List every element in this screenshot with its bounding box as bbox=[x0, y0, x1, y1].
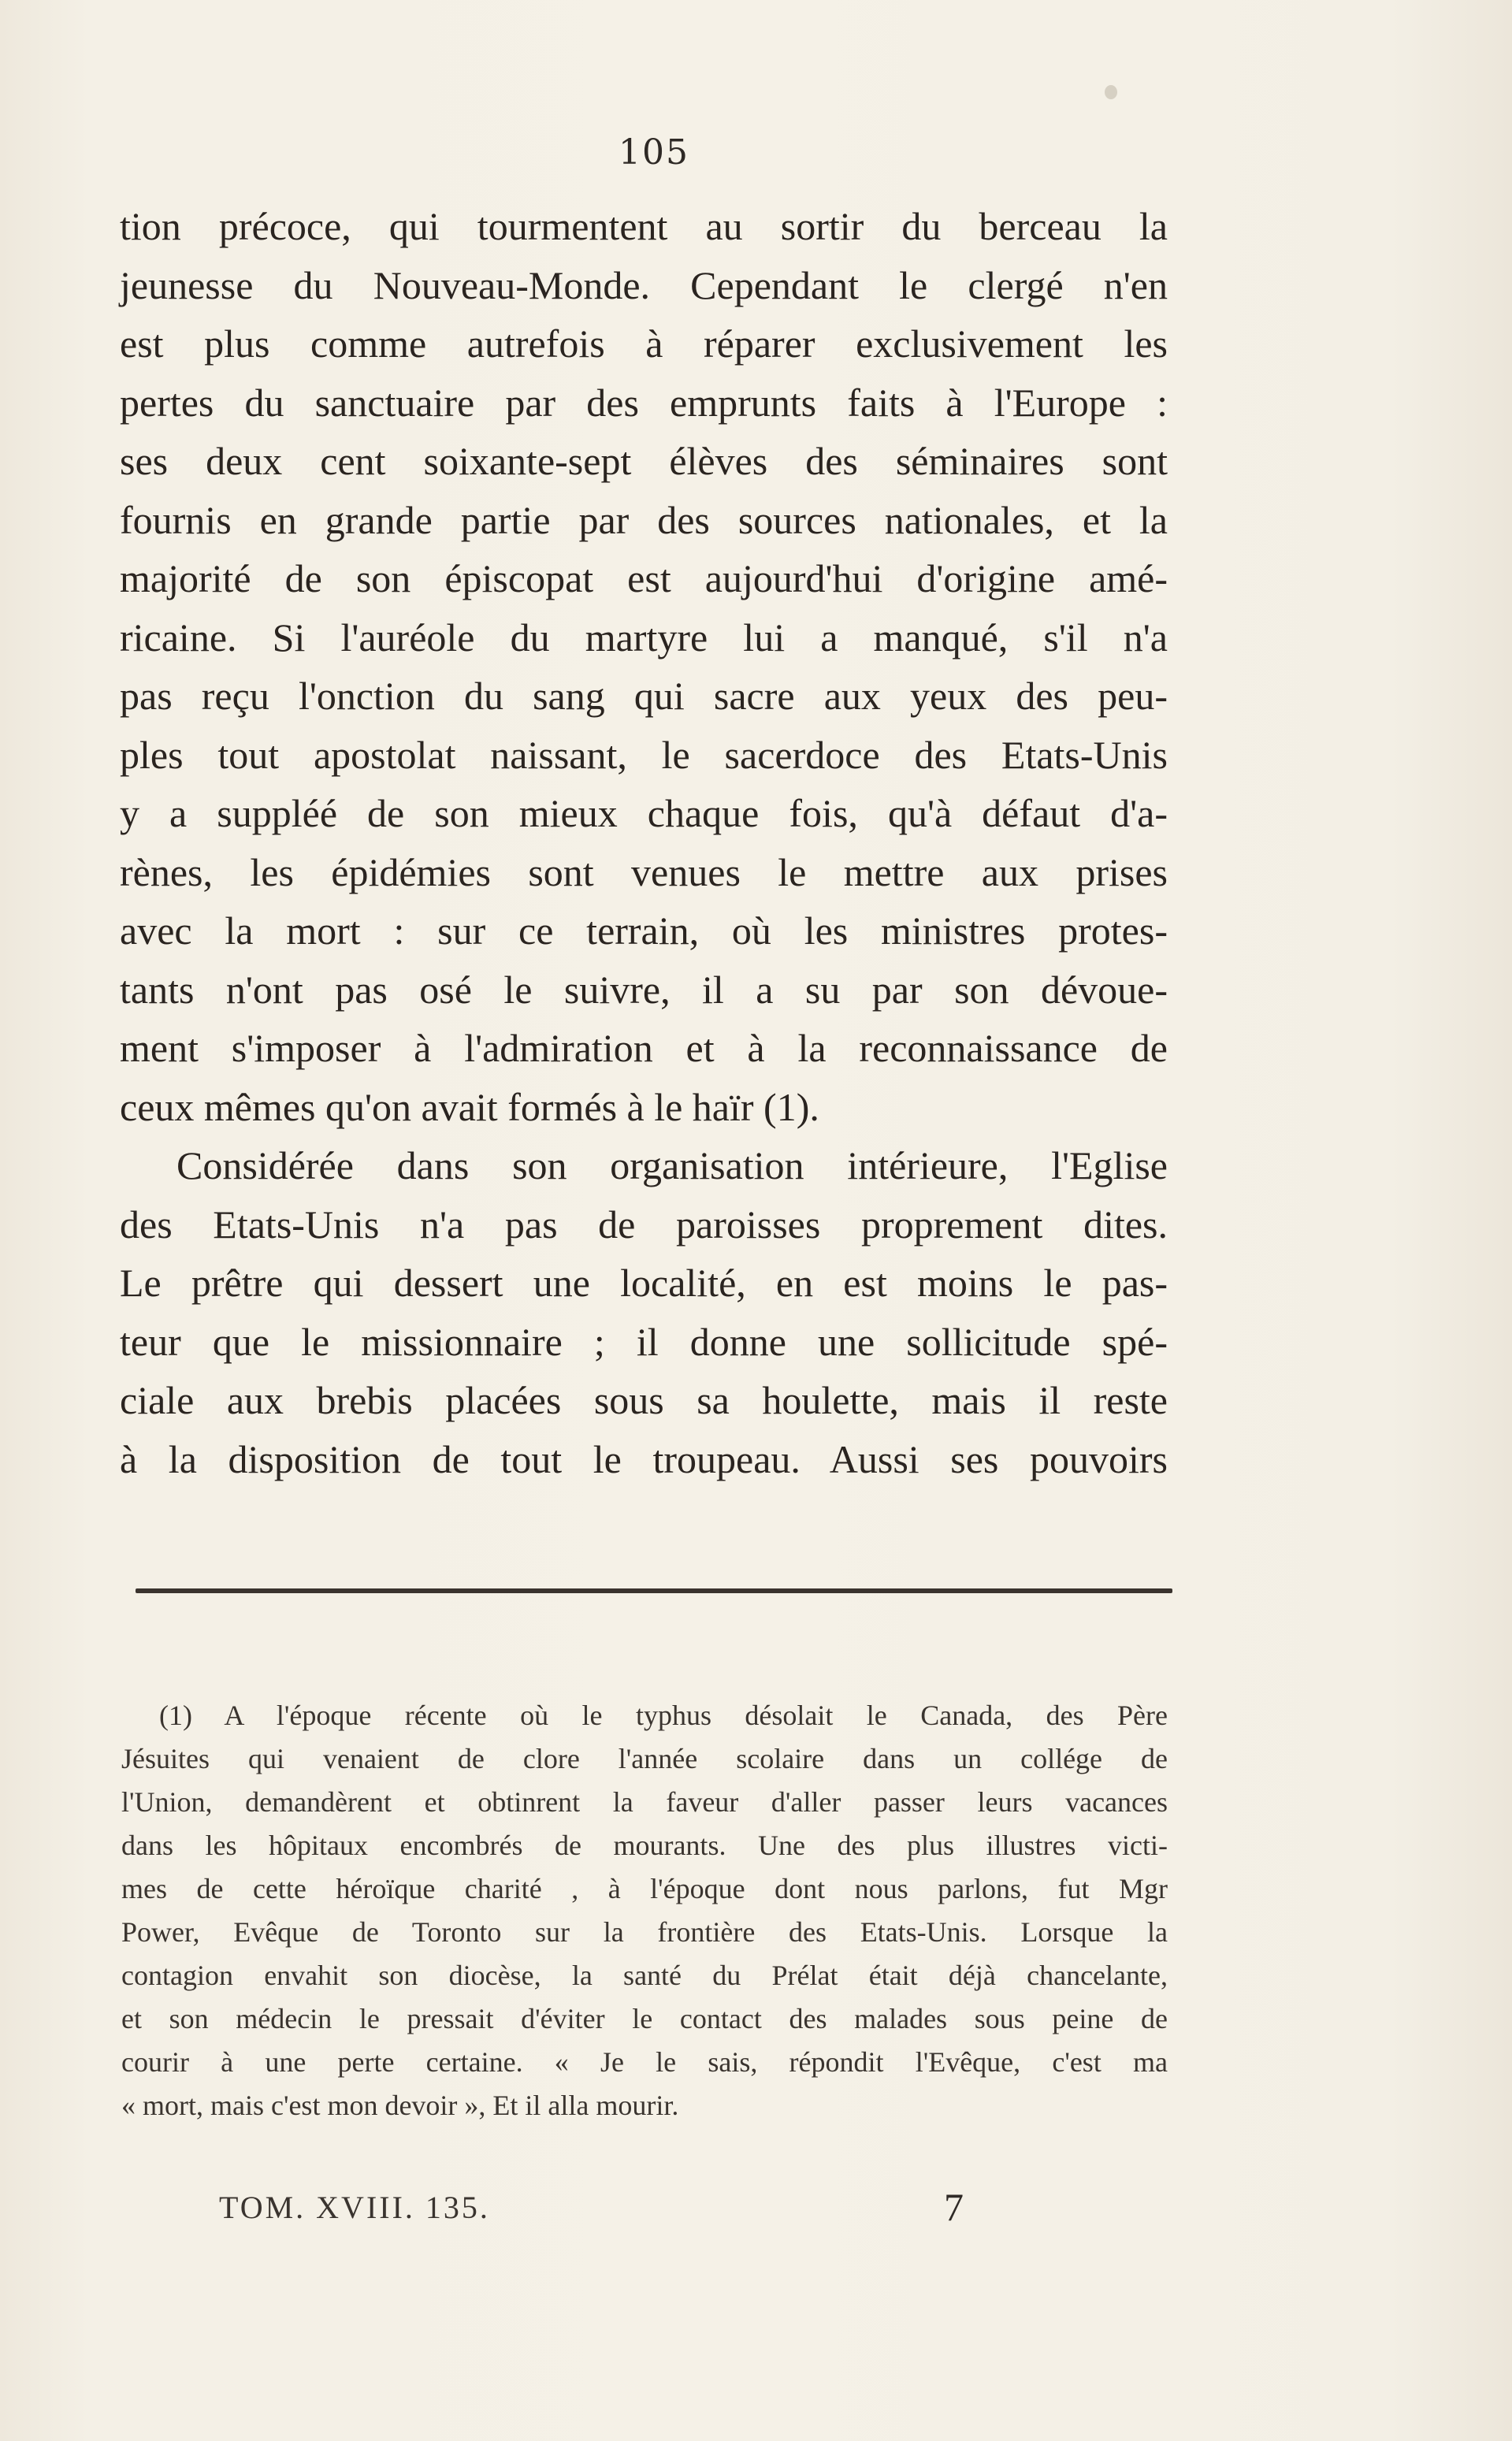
body-line-5: ses deux cent soixante-sept élèves des séminaires sont bbox=[120, 439, 1168, 483]
body-line-4: pertes du sanctuaire par des emprunts faits à l'Europe : bbox=[120, 380, 1168, 425]
footnote-line-3: l'Union, demandèrent et obtinrent la faveur d'aller passer leurs vacances bbox=[121, 1786, 1168, 1818]
body-line-3: est plus comme autrefois à réparer exclusivement les bbox=[120, 321, 1168, 366]
body-line-15: ment s'imposer à l'admiration et à la reconnaissance de bbox=[120, 1026, 1168, 1070]
footnote-line-4: dans les hôpitaux encombrés de mourants. Une des plus illustres victi- bbox=[121, 1830, 1168, 1861]
body-line-6: fournis en grande partie par des sources nationales, et la bbox=[120, 497, 1168, 542]
body-line-16: ceux mêmes qu'on avait formés à le haïr (1). bbox=[120, 1084, 819, 1129]
body-line-18: des Etats-Unis n'a pas de paroisses proprement dites. bbox=[120, 1202, 1168, 1247]
body-line-21: ciale aux brebis placées sous sa houlette, mais il reste bbox=[120, 1378, 1168, 1422]
signature-mark: 7 bbox=[944, 2185, 964, 2229]
body-line-12: rènes, les épidémies sont venues le mettre aux prises bbox=[120, 849, 1168, 894]
main-body-text bbox=[120, 197, 1168, 1488]
body-line-14: tants n'ont pas osé le suivre, il a su par son dévoue- bbox=[120, 967, 1168, 1012]
volume-signature: TOM. XVIII. 135. bbox=[219, 2190, 490, 2225]
footnote-line-10: « mort, mais c'est mon devoir », Et il alla mourir. bbox=[121, 2090, 679, 2121]
footnote-line-6: Power, Evêque de Toronto sur la frontière des Etats-Unis. Lorsque la bbox=[121, 1916, 1168, 1948]
body-line-7: majorité de son épiscopat est aujourd'hui d'origine amé- bbox=[120, 556, 1168, 600]
footnote-line-1: (1) A l'époque récente où le typhus désolait le Canada, des Père bbox=[159, 1700, 1168, 1731]
footnote-line-8: et son médecin le pressait d'éviter le contact des malades sous peine de bbox=[121, 2003, 1168, 2034]
body-line-9: pas reçu l'onction du sang qui sacre aux yeux des peu- bbox=[120, 674, 1168, 718]
body-line-2: jeunesse du Nouveau-Monde. Cependant le clergé n'en bbox=[120, 262, 1168, 307]
paper-speck bbox=[1105, 85, 1117, 99]
body-line-19: Le prêtre qui dessert une localité, en est moins le pas- bbox=[120, 1261, 1168, 1305]
body-line-1: tion précoce, qui tourmentent au sortir du berceau la bbox=[120, 204, 1168, 248]
body-line-10: ples tout apostolat naissant, le sacerdoce des Etats-Unis bbox=[120, 732, 1168, 777]
footnote-line-2: Jésuites qui venaient de clore l'année scolaire dans un collége de bbox=[121, 1743, 1168, 1774]
body-line-8: ricaine. Si l'auréole du martyre lui a manqué, s'il n'a bbox=[120, 615, 1168, 659]
footnote-divider-rule bbox=[136, 1588, 1172, 1593]
body-line-20: teur que le missionnaire ; il donne une sollicitude spé- bbox=[120, 1319, 1168, 1364]
body-line-13: avec la mort : sur ce terrain, où les ministres protes- bbox=[120, 908, 1168, 953]
footnote-line-9: courir à une perte certaine. « Je le sais, répondit l'Evêque, c'est ma bbox=[121, 2046, 1168, 2078]
footnote-line-7: contagion envahit son diocèse, la santé du Prélat était déjà chancelante, bbox=[121, 1960, 1168, 1991]
body-line-22: à la disposition de tout le troupeau. Aussi ses pouvoirs bbox=[120, 1436, 1168, 1481]
footnote-line-5: mes de cette héroïque charité , à l'époque dont nous parlons, fut Mgr bbox=[121, 1873, 1168, 1904]
body-line-17: Considérée dans son organisation intérieure, l'Eglise bbox=[176, 1143, 1168, 1187]
footnote bbox=[121, 1694, 1168, 2127]
page-number: 105 bbox=[619, 132, 689, 173]
body-line-11: y a suppléé de son mieux chaque fois, qu'à défaut d'a- bbox=[120, 791, 1168, 835]
